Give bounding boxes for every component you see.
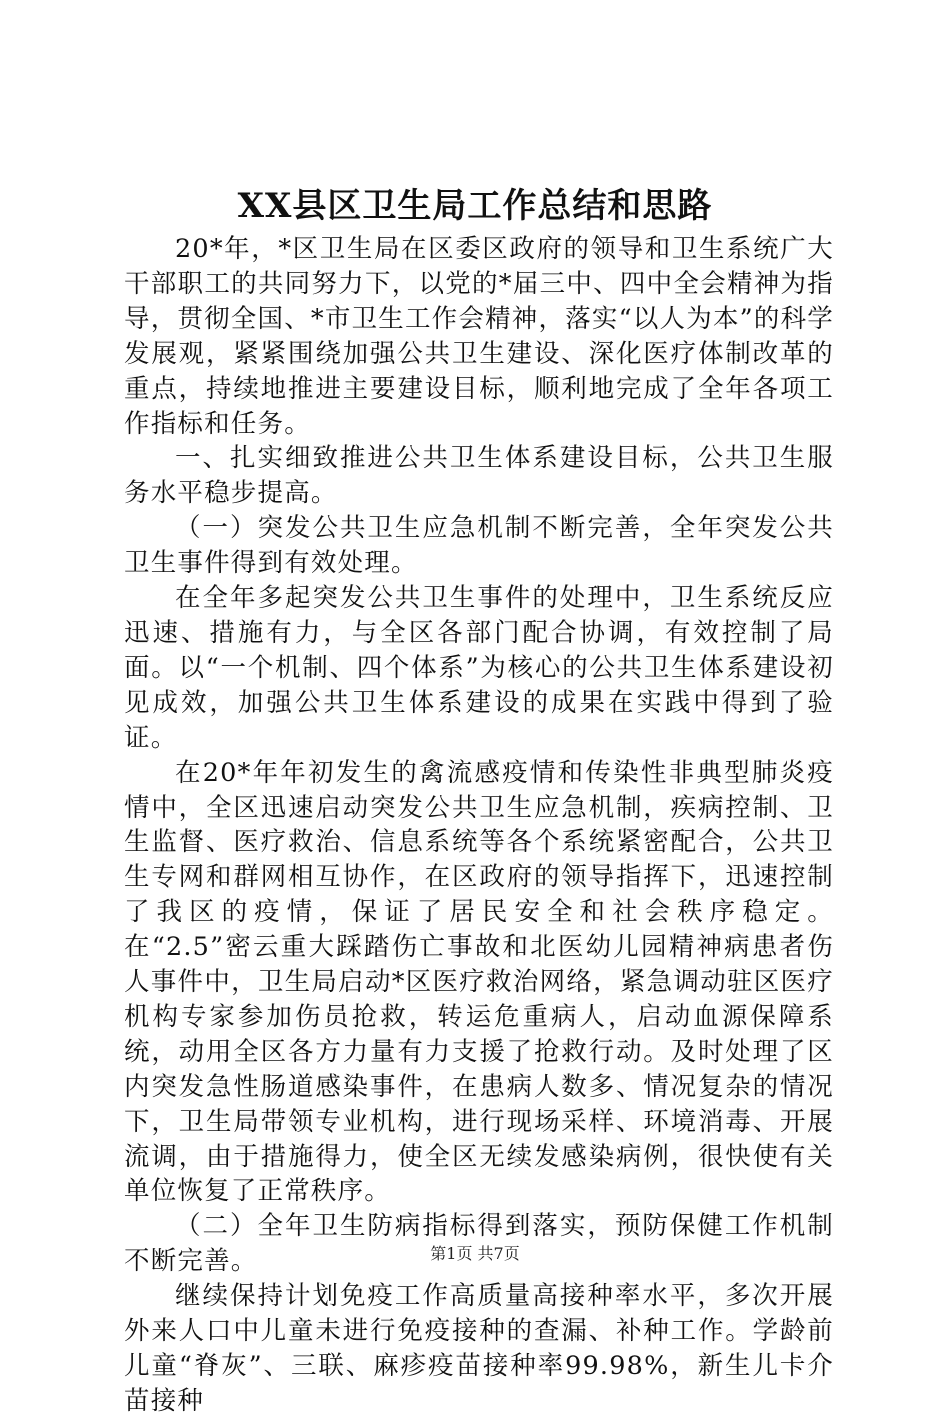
- document-body: [124, 232, 834, 1419]
- page-footer: 第1页 共7页: [430, 1244, 520, 1263]
- heading-section-1: 一、扎实细致推进公共卫生体系建设目标，公共卫生服务水平稳步提高。: [124, 443, 834, 509]
- heading-subsection-2: （二）全年卫生防病指标得到落实，预防保健工作机制不断完善。: [124, 1211, 834, 1277]
- paragraph-intro: 20*年，*区卫生局在区委区政府的领导和卫生系统广大干部职工的共同努力下，以党的*届三中、四中全会精神为指导，贯彻全国、*市卫生工作会精神，落实“以人为本”的科学发展观，紧紧围绕加强公共卫生建设、深化医疗体制改革的重点，持续地推进主要建设目标，顺利地完成了全年各项工作指标和任务。: [124, 234, 834, 439]
- paragraph-emergency-response: 在全年多起突发公共卫生事件的处理中，卫生系统反应迅速、措施有力，与全区各部门配合协调，有效控制了局面。以“一个机制、四个体系”为核心的公共卫生体系建设初见成效，加强公共卫生体系建设的成果在实践中得到了验证。: [124, 583, 834, 753]
- paragraph-epidemic-control: 在20*年年初发生的禽流感疫情和传染性非典型肺炎疫情中，全区迅速启动突发公共卫生应急机制，疾病控制、卫生监督、医疗救治、信息系统等各个系统紧密配合，公共卫生专网和群网相互协作，在区政府的领导指挥下，迅速控制了我区的疫情，保证了居民安全和社会秩序稳定。在“2.5”密云重大踩踏伤亡事故和北医幼儿园精神病患者伤人事件中，卫生局启动*区医疗救治网络，紧急调动驻区医疗机构专家参加伤员抢救，转运危重病人，启动血源保障系统，动用全区各方力量有力支援了抢救行动。及时处理了区内突发急性肠道感染事件，在患病人数多、情况复杂的情况下，卫生局带领专业机构，进行现场采样、环境消毒、开展流调，由于措施得力，使全区无续发感染病例，很快使有关单位恢复了正常秩序。: [124, 757, 834, 1207]
- paragraph-immunization: 继续保持计划免疫工作高质量高接种率水平，多次开展外来人口中儿童未进行免疫接种的查漏、补种工作。学龄前儿童“脊灰”、三联、麻疹疫苗接种率99.98%，新生儿卡介苗接种: [124, 1281, 834, 1416]
- document-title: XX县区卫生局工作总结和思路: [237, 186, 713, 226]
- heading-subsection-1: （一）突发公共卫生应急机制不断完善，全年突发公共卫生事件得到有效处理。: [124, 513, 834, 579]
